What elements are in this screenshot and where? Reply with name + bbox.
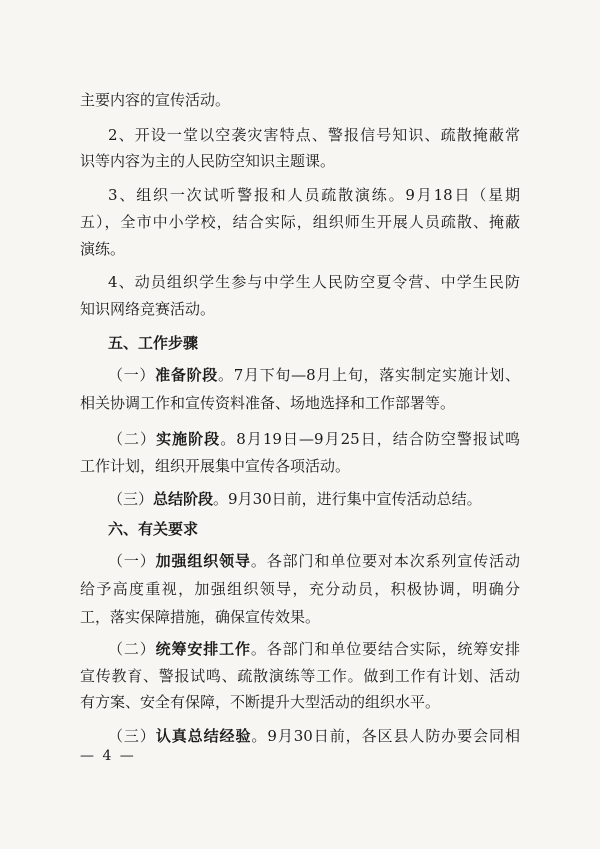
requirement-1 <box>108 551 520 571</box>
req-prefix: （二） <box>108 640 156 658</box>
step-summary <box>108 489 520 509</box>
page-number: — 4 — <box>80 748 136 764</box>
step-title: 准备阶段 <box>155 366 219 384</box>
step-text: 。8月19日—9月25日，结合防空警报试鸣 <box>220 430 520 448</box>
requirement-3 <box>108 726 520 746</box>
body-line: 识等内容为主的人民防空知识主题课。 <box>80 152 336 170</box>
body-line: 工作计划，组织开展集中宣传各项活动。 <box>80 457 351 475</box>
step-text: 。7月下旬—8月上旬，落实制定实施计划、 <box>218 366 520 384</box>
body-line: 相关协调工作和宣传资料准备、场地选择和工作部署等。 <box>80 394 456 412</box>
list-item-3: 3、组织一次试听警报和人员疏散演练。9月18日（星期 <box>108 186 520 204</box>
req-title: 认真总结经验 <box>155 727 252 745</box>
requirement-2 <box>108 639 520 659</box>
step-title: 总结阶段 <box>153 490 214 508</box>
body-line: 五），全市中小学校，结合实际，组织师生开展人员疏散、掩蔽 <box>80 213 520 231</box>
req-title: 统筹安排工作 <box>155 640 251 658</box>
req-text: 。9月30日前，各区县人防办要会同相 <box>251 727 520 745</box>
body-line: 宣传教育、警报试鸣、疏散演练等工作。做到工作有计划、活动 <box>80 667 520 685</box>
body-line: 主要内容的宣传活动。 <box>80 91 231 109</box>
body-line: 知识网络竞赛活动。 <box>80 300 216 318</box>
req-prefix: （三） <box>108 727 156 745</box>
step-prefix: （二） <box>108 430 157 448</box>
step-text: 。9月30日前，进行集中宣传活动总结。 <box>213 490 482 508</box>
step-prefix: （三） <box>108 490 154 508</box>
req-text: 。各部门和单位要结合实际，统筹安排 <box>250 640 520 658</box>
list-item-4: 4、动员组织学生参与中学生人民防空夏令营、中学生民防 <box>108 273 520 291</box>
section-heading-requirements: 六、有关要求 <box>108 520 199 538</box>
step-implement <box>108 429 520 449</box>
section-heading-steps: 五、工作步骤 <box>108 334 199 352</box>
step-title: 实施阶段 <box>156 430 221 448</box>
body-line: 给予高度重视，加强组织领导，充分动员，积极协调，明确分 <box>80 580 520 598</box>
req-text: 。各部门和单位要对本次系列宣传活动 <box>250 552 520 570</box>
step-prepare <box>108 365 520 385</box>
req-prefix: （一） <box>108 552 156 570</box>
body-line: 有方案、安全有保障，不断提升大型活动的组织水平。 <box>80 693 441 711</box>
list-item-2: 2、开设一堂以空袭灾害特点、警报信号知识、疏散掩蔽常 <box>108 126 520 144</box>
req-title: 加强组织领导 <box>155 552 251 570</box>
body-line: 演练。 <box>80 240 126 258</box>
body-line: 工，落实保障措施，确保宣传效果。 <box>80 608 321 626</box>
step-prefix: （一） <box>108 366 156 384</box>
